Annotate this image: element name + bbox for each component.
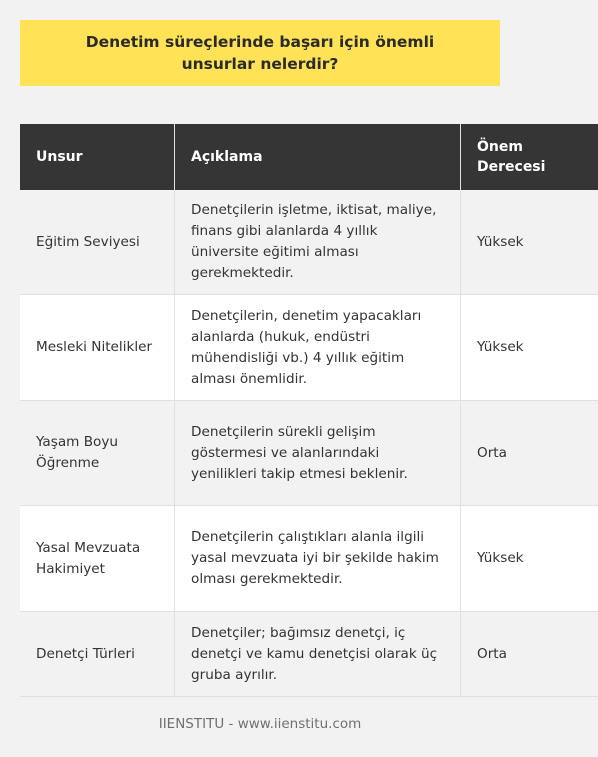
page-title: Denetim süreçlerinde başarı için önemli unsurlar nelerdir? — [85, 33, 435, 73]
criteria-table — [20, 124, 598, 697]
table-row — [20, 295, 598, 401]
table-row — [20, 506, 598, 612]
cell-aciklama: Denetçilerin sürekli gelişim göstermesi ve alanlarındaki yenilikleri takip etmesi beklenir. — [175, 401, 461, 506]
cell-aciklama: Denetçiler; bağımsız denetçi, iç denetçi ve kamu denetçisi olarak üç gruba ayrılır. — [175, 612, 461, 697]
cell-onem: Yüksek — [461, 295, 598, 401]
cell-onem: Orta — [461, 401, 598, 506]
cell-onem: Yüksek — [461, 190, 598, 295]
table-row — [20, 401, 598, 506]
cell-unsur: Yaşam Boyu Öğrenme — [20, 401, 175, 506]
table-header-row — [20, 124, 598, 190]
table-row — [20, 190, 598, 295]
column-header-aciklama: Açıklama — [175, 124, 461, 190]
cell-unsur: Eğitim Seviyesi — [20, 190, 175, 295]
column-header-unsur: Unsur — [20, 124, 175, 190]
cell-aciklama: Denetçilerin, denetim yapacakları alanlarda (hukuk, endüstri mühendisliği vb.) 4 yıllık eğitim alması önemlidir. — [175, 295, 461, 401]
cell-aciklama: Denetçilerin işletme, iktisat, maliye, finans gibi alanlarda 4 yıllık üniversite eğitimi alması gerekmektedir. — [175, 190, 461, 295]
cell-aciklama: Denetçilerin çalıştıkları alanla ilgili yasal mevzuata iyi bir şekilde hakim olması gerekmektedir. — [175, 506, 461, 612]
cell-unsur: Mesleki Nitelikler — [20, 295, 175, 401]
title-banner — [20, 20, 500, 86]
table-row — [20, 612, 598, 697]
cell-unsur: Denetçi Türleri — [20, 612, 175, 697]
footer-credit: IIENSTITU - www.iienstitu.com — [158, 716, 362, 732]
cell-onem: Yüksek — [461, 506, 598, 612]
cell-onem: Orta — [461, 612, 598, 697]
column-header-onem: Önem Derecesi — [461, 124, 598, 190]
cell-unsur: Yasal Mevzuata Hakimiyet — [20, 506, 175, 612]
